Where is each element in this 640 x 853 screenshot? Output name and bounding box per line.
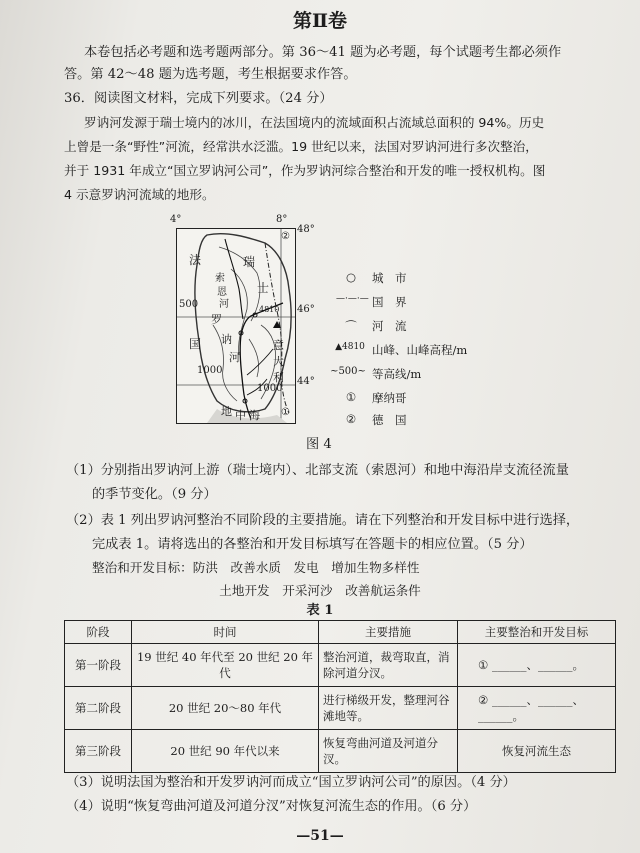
row3-measure: 恢复弯曲河道及河道分汊。: [319, 730, 458, 773]
legend-peak: [330, 342, 530, 358]
row1-time: 19 世纪 40 年代至 20 世纪 20 年代: [132, 644, 319, 687]
map-label-france-2: 国: [189, 337, 202, 351]
lat-label-48: 48°: [297, 224, 315, 235]
row2-time: 20 世纪 20～80 年代: [132, 687, 319, 730]
map-label-rhone-2: 讷: [221, 333, 232, 346]
row3-stage: 第三阶段: [65, 730, 132, 773]
row2-goal-blank[interactable]: ② ______、______、______。: [458, 687, 616, 730]
table-row: [65, 644, 616, 687]
intro-line-2: 答。第 42～48 题为选考题，考生根据要求作答。: [64, 67, 357, 82]
map-peak-label: 4810: [259, 305, 280, 314]
material-line-4: 4 示意罗讷河流域的地形。: [64, 187, 215, 202]
row2-stage: 第二阶段: [65, 687, 132, 730]
rhone-basin-map: [176, 228, 296, 424]
legend-border: [336, 294, 516, 310]
map-label-saone-1: 索: [215, 273, 225, 284]
table-header-row: [65, 621, 616, 644]
row3-goal: 恢复河流生态: [458, 730, 616, 773]
peak-icon: ▲4810: [335, 342, 365, 352]
river-icon: ⌒: [345, 319, 357, 333]
figure-caption: 图 4: [306, 437, 332, 452]
map-marker-monaco: ①: [281, 407, 290, 418]
q1-line-1: （1）分别指出罗讷河上游（瑞士境内）、北部支流（索恩河）和地中海沿岸支流径流量: [66, 463, 569, 478]
map-label-rhone-1: 罗: [211, 313, 222, 326]
header-stage: 阶段: [65, 621, 132, 644]
border-icon: —·—·—: [336, 294, 369, 304]
row1-measure: 整治河道，裁弯取直，消除河道分汊。: [319, 644, 458, 687]
legend-city-label: 城 市: [372, 271, 407, 285]
map-label-italy-3: 利: [273, 371, 284, 384]
table-row: [65, 687, 616, 730]
measures-table: [64, 620, 616, 773]
q3: （3）说明法国为整治和开发罗讷河而成立“国立罗讷河公司”的原因。（4 分）: [66, 775, 516, 790]
legend-peak-label: 山峰、山峰高程/m: [372, 343, 468, 357]
legend-monaco-label: 摩纳哥: [372, 391, 407, 405]
question-36-header: 36．阅读图文材料，完成下列要求。（24 分）: [64, 91, 333, 106]
intro-line-1: 本卷包括必考题和选考题两部分。第 36～41 题为必考题，每个试题考生都必须作: [84, 45, 562, 60]
map-label-italy-2: 大: [273, 355, 284, 368]
q1-line-2: 的季节变化。（9 分）: [92, 487, 217, 502]
q4: （4）说明“恢复弯曲河道及河道分汊”对恢复河流生态的作用。（6 分）: [66, 799, 477, 814]
goals-line-1: 整治和开发目标：防洪 改善水质 发电 增加生物多样性: [92, 560, 420, 575]
lon-label-8: 8°: [276, 214, 288, 225]
table-caption: 表 1: [306, 603, 334, 618]
legend-contour-label: 等高线/m: [372, 367, 422, 381]
row1-goal-blank[interactable]: ① ______、______。: [458, 644, 616, 687]
row2-measure: 进行梯级开发，整理河谷滩地等。: [319, 687, 458, 730]
material-line-1: 罗讷河发源于瑞士境内的冰川，在法国境内的流域面积占流域总面积的 94%。历史: [84, 115, 545, 130]
page-number: —51—: [296, 828, 344, 844]
legend-border-label: 国 界: [372, 295, 407, 309]
header-goal: 主要整治和开发目标: [458, 621, 616, 644]
material-line-3: 并于 1931 年成立“国立罗讷河公司”，作为罗讷河综合整治和开发的唯一授权机构。图: [64, 163, 546, 178]
header-measure: 主要措施: [319, 621, 458, 644]
map-label-sea-1: 地: [221, 405, 232, 418]
map-label-swiss-2: 士: [257, 281, 270, 295]
map-label-saone-2: 恩: [217, 287, 227, 298]
germany-icon: ②: [345, 412, 357, 426]
table-row: [65, 730, 616, 773]
map-label-rhone-3: 河: [229, 351, 240, 364]
legend-germany-label: 德 国: [372, 413, 407, 427]
lon-label-4: 4°: [170, 214, 182, 225]
map-label-france-1: 法: [189, 253, 202, 267]
header-time: 时间: [132, 621, 319, 644]
map-label-italy-1: 意: [273, 339, 284, 352]
legend-river: [336, 318, 516, 334]
map-marker-germany: ②: [281, 231, 290, 242]
map-label-sea-3: 海: [249, 409, 260, 422]
legend-contour: [326, 366, 526, 382]
map-label-sea-2: 中: [235, 409, 246, 422]
section-title: 第Ⅱ卷: [292, 10, 347, 32]
row1-stage: 第一阶段: [65, 644, 132, 687]
legend-germany: [336, 412, 516, 428]
material-line-2: 上曾是一条“野性”河流，经常洪水泛滥。19 世纪以来，法国对罗讷河进行多次整治，: [64, 139, 538, 154]
goals-line-2: 土地开发 开采河沙 改善航运条件: [219, 583, 421, 598]
monaco-icon: ①: [345, 390, 357, 404]
legend-river-label: 河 流: [372, 319, 407, 333]
map-contour-label-500: 500: [179, 299, 199, 310]
map-contour-label-1000a: 1000: [197, 365, 223, 376]
contour-icon: ~500~: [330, 366, 366, 377]
q2-line-2: 完成表 1。请将选出的各整治和开发目标填写在答题卡的相应位置。（5 分）: [92, 537, 533, 552]
city-icon: ○: [345, 270, 357, 284]
legend-monaco: [336, 390, 516, 406]
lat-label-44: 44°: [297, 376, 315, 387]
map-label-saone-3: 河: [219, 299, 229, 310]
q2-line-1: （2）表 1 列出罗讷河整治不同阶段的主要措施。请在下列整治和开发目标中进行选择，: [66, 513, 580, 528]
row3-time: 20 世纪 90 年代以来: [132, 730, 319, 773]
lat-label-46: 46°: [297, 304, 315, 315]
map-label-swiss-1: 瑞: [243, 255, 256, 269]
map-contour-label-1000b: 1000: [257, 383, 283, 394]
legend-city: [336, 270, 516, 286]
